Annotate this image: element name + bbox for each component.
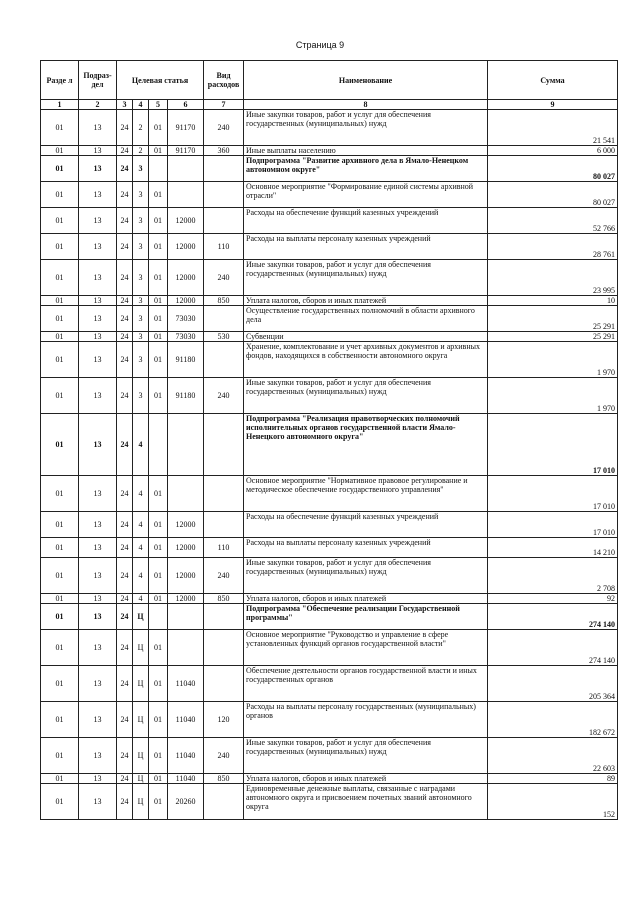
cell-summa: 2 708 [488, 558, 618, 594]
cell-event: 01 [149, 110, 168, 146]
table-row [41, 296, 618, 306]
cell-podrazdel: 13 [79, 594, 117, 604]
cell-event: 01 [149, 630, 168, 666]
cell-razdel: 01 [41, 594, 79, 604]
budget-table [40, 60, 618, 820]
cell-podrazdel: 13 [79, 784, 117, 820]
cell-event: 01 [149, 774, 168, 784]
cell-event: 01 [149, 332, 168, 342]
cell-subprogram: 3 [133, 182, 149, 208]
cell-program: 24 [117, 630, 133, 666]
cell-subprogram: Ц [133, 774, 149, 784]
cell-vid-rashodov [204, 512, 244, 538]
cell-naimenovanie: Уплата налогов, сборов и иных платежей [244, 774, 488, 784]
table-row [41, 146, 618, 156]
cell-podrazdel: 13 [79, 156, 117, 182]
table-row [41, 784, 618, 820]
cell-podrazdel: 13 [79, 604, 117, 630]
cell-event: 01 [149, 182, 168, 208]
cell-summa: 89 [488, 774, 618, 784]
cell-vid-rashodov [204, 666, 244, 702]
cell-naimenovanie: Подпрограмма "Развитие архивного дела в Ямало-Ненецком автономном округе" [244, 156, 488, 182]
cell-subprogram: 2 [133, 110, 149, 146]
cell-razdel: 01 [41, 630, 79, 666]
cell-summa: 23 995 [488, 260, 618, 296]
cell-summa: 14 210 [488, 538, 618, 558]
header-podrazdel: Подраз- дел [79, 61, 117, 100]
cell-subprogram: 3 [133, 378, 149, 414]
cell-vid-rashodov [204, 156, 244, 182]
cell-naimenovanie: Субвенции [244, 332, 488, 342]
cell-program: 24 [117, 378, 133, 414]
cell-razdel: 01 [41, 378, 79, 414]
column-number: 3 [117, 100, 133, 110]
cell-podrazdel: 13 [79, 332, 117, 342]
cell-podrazdel: 13 [79, 512, 117, 538]
cell-podrazdel: 13 [79, 774, 117, 784]
cell-event: 01 [149, 296, 168, 306]
cell-summa: 80 027 [488, 156, 618, 182]
cell-naimenovanie: Иные закупки товаров, работ и услуг для обеспечения государственных (муниципальных) нужд [244, 378, 488, 414]
table-row [41, 630, 618, 666]
cell-summa: 205 364 [488, 666, 618, 702]
table-row [41, 538, 618, 558]
cell-razdel: 01 [41, 476, 79, 512]
cell-program: 24 [117, 110, 133, 146]
cell-subprogram: Ц [133, 630, 149, 666]
cell-razdel: 01 [41, 234, 79, 260]
cell-direction: 12000 [168, 296, 204, 306]
cell-podrazdel: 13 [79, 378, 117, 414]
cell-subprogram: 4 [133, 512, 149, 538]
cell-program: 24 [117, 306, 133, 332]
cell-summa: 25 291 [488, 332, 618, 342]
table-row [41, 234, 618, 260]
cell-vid-rashodov: 120 [204, 702, 244, 738]
cell-naimenovanie: Хранение, комплектование и учет архивных документов и архивных фондов, находящихся в собственности автономного округа [244, 342, 488, 378]
cell-podrazdel: 13 [79, 702, 117, 738]
cell-program: 24 [117, 666, 133, 702]
cell-podrazdel: 13 [79, 738, 117, 774]
cell-subprogram: 4 [133, 558, 149, 594]
cell-subprogram: Ц [133, 738, 149, 774]
cell-podrazdel: 13 [79, 630, 117, 666]
cell-program: 24 [117, 156, 133, 182]
cell-program: 24 [117, 414, 133, 476]
cell-direction: 73030 [168, 332, 204, 342]
table-row [41, 414, 618, 476]
header-row [41, 61, 618, 100]
cell-direction: 11040 [168, 774, 204, 784]
cell-subprogram: 3 [133, 260, 149, 296]
cell-direction: 91180 [168, 378, 204, 414]
cell-podrazdel: 13 [79, 306, 117, 332]
cell-summa: 182 672 [488, 702, 618, 738]
cell-event: 01 [149, 208, 168, 234]
cell-naimenovanie: Обеспечение деятельности органов государственной власти и иных государственных органов [244, 666, 488, 702]
cell-program: 24 [117, 538, 133, 558]
cell-vid-rashodov: 850 [204, 774, 244, 784]
table-row [41, 702, 618, 738]
cell-summa: 92 [488, 594, 618, 604]
cell-subprogram: 4 [133, 414, 149, 476]
column-number: 5 [149, 100, 168, 110]
cell-program: 24 [117, 738, 133, 774]
cell-direction: 73030 [168, 306, 204, 332]
cell-summa: 80 027 [488, 182, 618, 208]
cell-subprogram: 3 [133, 208, 149, 234]
cell-podrazdel: 13 [79, 146, 117, 156]
cell-subprogram: Ц [133, 666, 149, 702]
cell-subprogram: 3 [133, 332, 149, 342]
table-row [41, 378, 618, 414]
cell-event [149, 156, 168, 182]
cell-event: 01 [149, 306, 168, 332]
cell-direction: 91180 [168, 342, 204, 378]
cell-podrazdel: 13 [79, 234, 117, 260]
cell-naimenovanie: Расходы на обеспечение функций казенных учреждений [244, 512, 488, 538]
cell-podrazdel: 13 [79, 296, 117, 306]
cell-program: 24 [117, 234, 133, 260]
cell-podrazdel: 13 [79, 558, 117, 594]
cell-razdel: 01 [41, 512, 79, 538]
cell-summa: 274 140 [488, 630, 618, 666]
table-body [41, 110, 618, 820]
cell-podrazdel: 13 [79, 110, 117, 146]
cell-razdel: 01 [41, 156, 79, 182]
cell-vid-rashodov [204, 630, 244, 666]
cell-subprogram: Ц [133, 702, 149, 738]
cell-podrazdel: 13 [79, 538, 117, 558]
cell-direction: 12000 [168, 558, 204, 594]
cell-vid-rashodov: 240 [204, 558, 244, 594]
cell-vid-rashodov: 240 [204, 378, 244, 414]
cell-subprogram: 3 [133, 296, 149, 306]
column-number: 4 [133, 100, 149, 110]
cell-vid-rashodov: 110 [204, 538, 244, 558]
cell-naimenovanie: Подпрограмма "Реализация правотворческих полномочий исполнительных органов государственной власти Ямало-Ненецкого автономного округа" [244, 414, 488, 476]
cell-event: 01 [149, 378, 168, 414]
cell-summa: 152 [488, 784, 618, 820]
cell-podrazdel: 13 [79, 666, 117, 702]
cell-razdel: 01 [41, 332, 79, 342]
table-row [41, 110, 618, 146]
table-row [41, 604, 618, 630]
cell-vid-rashodov [204, 784, 244, 820]
cell-direction: 12000 [168, 234, 204, 260]
cell-razdel: 01 [41, 182, 79, 208]
cell-direction: 20260 [168, 784, 204, 820]
cell-subprogram: 4 [133, 476, 149, 512]
column-number: 1 [41, 100, 79, 110]
cell-razdel: 01 [41, 146, 79, 156]
cell-program: 24 [117, 784, 133, 820]
cell-program: 24 [117, 774, 133, 784]
cell-vid-rashodov [204, 476, 244, 512]
table-row [41, 182, 618, 208]
cell-subprogram: 3 [133, 306, 149, 332]
cell-program: 24 [117, 558, 133, 594]
cell-summa: 17 010 [488, 414, 618, 476]
cell-summa: 22 603 [488, 738, 618, 774]
cell-vid-rashodov: 240 [204, 260, 244, 296]
cell-naimenovanie: Расходы на обеспечение функций казенных учреждений [244, 208, 488, 234]
cell-razdel: 01 [41, 702, 79, 738]
header-vid-rashodov: Вид расходов [204, 61, 244, 100]
cell-event: 01 [149, 146, 168, 156]
cell-razdel: 01 [41, 538, 79, 558]
cell-event: 01 [149, 342, 168, 378]
cell-event: 01 [149, 558, 168, 594]
cell-vid-rashodov [204, 182, 244, 208]
column-number: 2 [79, 100, 117, 110]
cell-subprogram: 4 [133, 594, 149, 604]
cell-subprogram: 3 [133, 156, 149, 182]
cell-naimenovanie: Основное мероприятие "Нормативное правовое регулирование и методическое обеспечение государственного управления" [244, 476, 488, 512]
cell-summa: 17 010 [488, 512, 618, 538]
cell-naimenovanie: Иные выплаты населению [244, 146, 488, 156]
cell-razdel: 01 [41, 296, 79, 306]
cell-subprogram: Ц [133, 604, 149, 630]
cell-program: 24 [117, 260, 133, 296]
cell-vid-rashodov [204, 208, 244, 234]
cell-vid-rashodov: 110 [204, 234, 244, 260]
cell-event [149, 604, 168, 630]
cell-subprogram: 4 [133, 538, 149, 558]
table-row [41, 306, 618, 332]
cell-direction [168, 182, 204, 208]
table-row [41, 208, 618, 234]
cell-subprogram: 2 [133, 146, 149, 156]
cell-direction [168, 476, 204, 512]
cell-event: 01 [149, 234, 168, 260]
header-razdel: Разде л [41, 61, 79, 100]
cell-naimenovanie: Расходы на выплаты персоналу государственных (муниципальных) органов [244, 702, 488, 738]
cell-program: 24 [117, 594, 133, 604]
cell-program: 24 [117, 702, 133, 738]
cell-summa: 28 761 [488, 234, 618, 260]
cell-summa: 1 970 [488, 342, 618, 378]
cell-naimenovanie: Иные закупки товаров, работ и услуг для обеспечения государственных (муниципальных) нужд [244, 558, 488, 594]
table-row [41, 512, 618, 538]
cell-razdel: 01 [41, 342, 79, 378]
cell-direction: 12000 [168, 260, 204, 296]
cell-podrazdel: 13 [79, 182, 117, 208]
cell-podrazdel: 13 [79, 476, 117, 512]
cell-razdel: 01 [41, 414, 79, 476]
cell-vid-rashodov [204, 604, 244, 630]
cell-program: 24 [117, 208, 133, 234]
cell-summa: 10 [488, 296, 618, 306]
cell-razdel: 01 [41, 306, 79, 332]
cell-naimenovanie: Подпрограмма "Обеспечение реализации Государственной программы" [244, 604, 488, 630]
cell-direction: 91170 [168, 146, 204, 156]
cell-program: 24 [117, 512, 133, 538]
cell-naimenovanie: Иные закупки товаров, работ и услуг для обеспечения государственных (муниципальных) нужд [244, 260, 488, 296]
table-row [41, 260, 618, 296]
cell-razdel: 01 [41, 558, 79, 594]
cell-event: 01 [149, 784, 168, 820]
cell-naimenovanie: Основное мероприятие "Формирование единой системы архивной отрасли" [244, 182, 488, 208]
table-row [41, 738, 618, 774]
cell-naimenovanie: Иные закупки товаров, работ и услуг для обеспечения государственных (муниципальных) нужд [244, 738, 488, 774]
cell-razdel: 01 [41, 784, 79, 820]
cell-razdel: 01 [41, 604, 79, 630]
cell-summa: 25 291 [488, 306, 618, 332]
cell-podrazdel: 13 [79, 208, 117, 234]
cell-event: 01 [149, 476, 168, 512]
column-number: 6 [168, 100, 204, 110]
cell-direction: 12000 [168, 594, 204, 604]
cell-program: 24 [117, 182, 133, 208]
column-number-row [41, 100, 618, 110]
column-number: 8 [244, 100, 488, 110]
cell-direction: 11040 [168, 738, 204, 774]
cell-naimenovanie: Основное мероприятие "Руководство и управление в сфере установленных функций органов государственной власти" [244, 630, 488, 666]
cell-event: 01 [149, 702, 168, 738]
cell-summa: 274 140 [488, 604, 618, 630]
cell-naimenovanie: Расходы на выплаты персоналу казенных учреждений [244, 234, 488, 260]
cell-direction: 12000 [168, 208, 204, 234]
table-row [41, 558, 618, 594]
cell-direction [168, 414, 204, 476]
cell-direction: 91170 [168, 110, 204, 146]
table-row [41, 332, 618, 342]
cell-summa: 17 010 [488, 476, 618, 512]
cell-razdel: 01 [41, 738, 79, 774]
column-number: 9 [488, 100, 618, 110]
cell-summa: 6 000 [488, 146, 618, 156]
cell-subprogram: 3 [133, 342, 149, 378]
cell-naimenovanie: Уплата налогов, сборов и иных платежей [244, 594, 488, 604]
cell-vid-rashodov [204, 306, 244, 332]
cell-subprogram: Ц [133, 784, 149, 820]
cell-event [149, 414, 168, 476]
cell-direction: 12000 [168, 538, 204, 558]
table-row [41, 156, 618, 182]
cell-event: 01 [149, 512, 168, 538]
cell-razdel: 01 [41, 666, 79, 702]
column-number: 7 [204, 100, 244, 110]
cell-vid-rashodov: 240 [204, 738, 244, 774]
cell-event: 01 [149, 594, 168, 604]
header-celevaya-statya: Целевая статья [117, 61, 204, 100]
cell-naimenovanie: Иные закупки товаров, работ и услуг для обеспечения государственных (муниципальных) нужд [244, 110, 488, 146]
cell-direction: 11040 [168, 666, 204, 702]
cell-program: 24 [117, 296, 133, 306]
cell-summa: 21 541 [488, 110, 618, 146]
cell-vid-rashodov [204, 414, 244, 476]
cell-podrazdel: 13 [79, 260, 117, 296]
cell-razdel: 01 [41, 774, 79, 784]
cell-summa: 1 970 [488, 378, 618, 414]
cell-event: 01 [149, 260, 168, 296]
cell-naimenovanie: Единовременные денежные выплаты, связанные с наградами автономного округа и присвоением почетных званий автономного округа [244, 784, 488, 820]
cell-direction [168, 630, 204, 666]
cell-vid-rashodov: 240 [204, 110, 244, 146]
cell-vid-rashodov: 530 [204, 332, 244, 342]
cell-naimenovanie: Расходы на выплаты персоналу казенных учреждений [244, 538, 488, 558]
cell-program: 24 [117, 332, 133, 342]
table-row [41, 476, 618, 512]
cell-vid-rashodov: 360 [204, 146, 244, 156]
cell-direction [168, 156, 204, 182]
cell-razdel: 01 [41, 208, 79, 234]
table-row [41, 666, 618, 702]
cell-razdel: 01 [41, 110, 79, 146]
cell-program: 24 [117, 146, 133, 156]
cell-podrazdel: 13 [79, 342, 117, 378]
header-summa: Сумма [488, 61, 618, 100]
cell-direction: 11040 [168, 702, 204, 738]
cell-direction: 12000 [168, 512, 204, 538]
cell-event: 01 [149, 738, 168, 774]
cell-subprogram: 3 [133, 234, 149, 260]
cell-naimenovanie: Осуществление государственных полномочий в области архивного дела [244, 306, 488, 332]
table-row [41, 774, 618, 784]
cell-vid-rashodov [204, 342, 244, 378]
cell-event: 01 [149, 538, 168, 558]
header-naimenovanie: Наименование [244, 61, 488, 100]
page-label: Страница 9 [295, 40, 345, 50]
table-row [41, 594, 618, 604]
cell-podrazdel: 13 [79, 414, 117, 476]
cell-summa: 52 766 [488, 208, 618, 234]
cell-razdel: 01 [41, 260, 79, 296]
cell-vid-rashodov: 850 [204, 594, 244, 604]
table-row [41, 342, 618, 378]
cell-event: 01 [149, 666, 168, 702]
cell-naimenovanie: Уплата налогов, сборов и иных платежей [244, 296, 488, 306]
cell-direction [168, 604, 204, 630]
cell-program: 24 [117, 476, 133, 512]
cell-program: 24 [117, 342, 133, 378]
cell-program: 24 [117, 604, 133, 630]
cell-vid-rashodov: 850 [204, 296, 244, 306]
